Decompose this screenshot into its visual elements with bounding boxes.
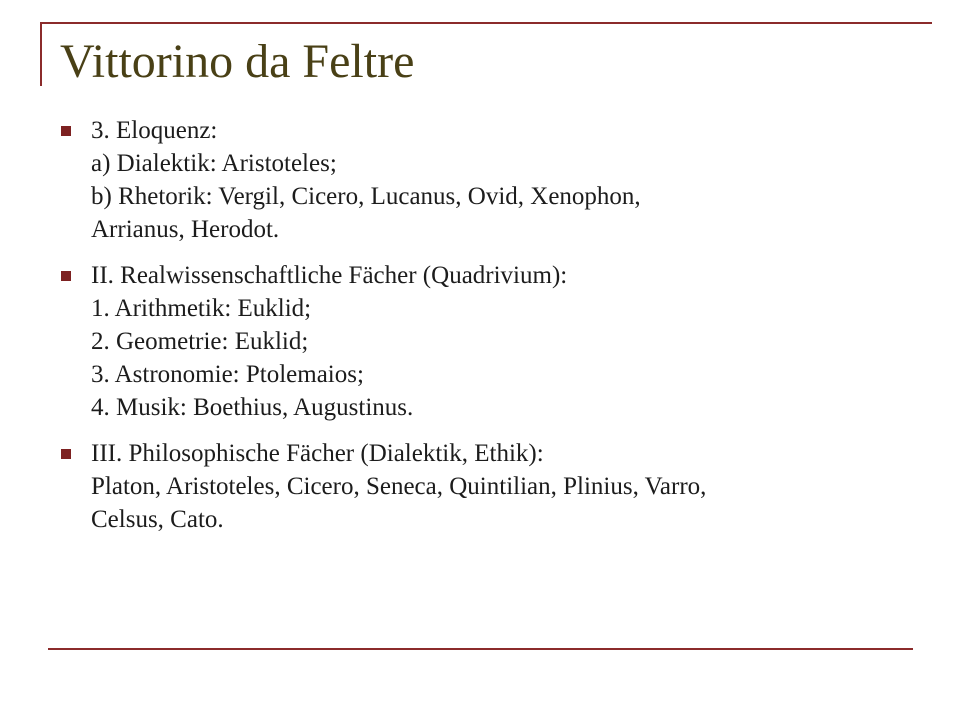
square-bullet-icon — [61, 126, 71, 136]
top-rule — [40, 22, 932, 24]
bullet-line: II. Realwissenschaftliche Fächer (Quadrivium): — [91, 262, 568, 289]
square-bullet-icon — [61, 449, 71, 459]
bullet-line: Platon, Aristoteles, Cicero, Seneca, Quintilian, Plinius, Varro, — [91, 473, 707, 500]
bullet-eloquenz — [61, 114, 931, 246]
bullet-line: Arrianus, Herodot. — [91, 216, 280, 243]
bullet-list — [61, 114, 931, 549]
bullet-line: 3. Eloquenz: — [91, 117, 218, 144]
bullet-line: 2. Geometrie: Euklid; — [91, 328, 309, 355]
bullet-quadrivium — [61, 259, 931, 424]
bullet-line: 1. Arithmetik: Euklid; — [91, 295, 312, 322]
square-bullet-icon — [61, 271, 71, 281]
bullet-line: 4. Musik: Boethius, Augustinus. — [91, 394, 414, 421]
bullet-line: a) Dialektik: Aristoteles; — [91, 150, 337, 177]
bottom-rule — [48, 648, 913, 650]
bullet-line: Celsus, Cato. — [91, 506, 224, 533]
left-rule — [40, 22, 42, 86]
slide-title: Vittorino da Feltre — [60, 35, 415, 88]
bullet-line: III. Philosophische Fächer (Dialektik, Ethik): — [91, 440, 544, 467]
bullet-line: b) Rhetorik: Vergil, Cicero, Lucanus, Ovid, Xenophon, — [91, 183, 641, 210]
bullet-philosophie — [61, 437, 931, 536]
bullet-line: 3. Astronomie: Ptolemaios; — [91, 361, 364, 388]
